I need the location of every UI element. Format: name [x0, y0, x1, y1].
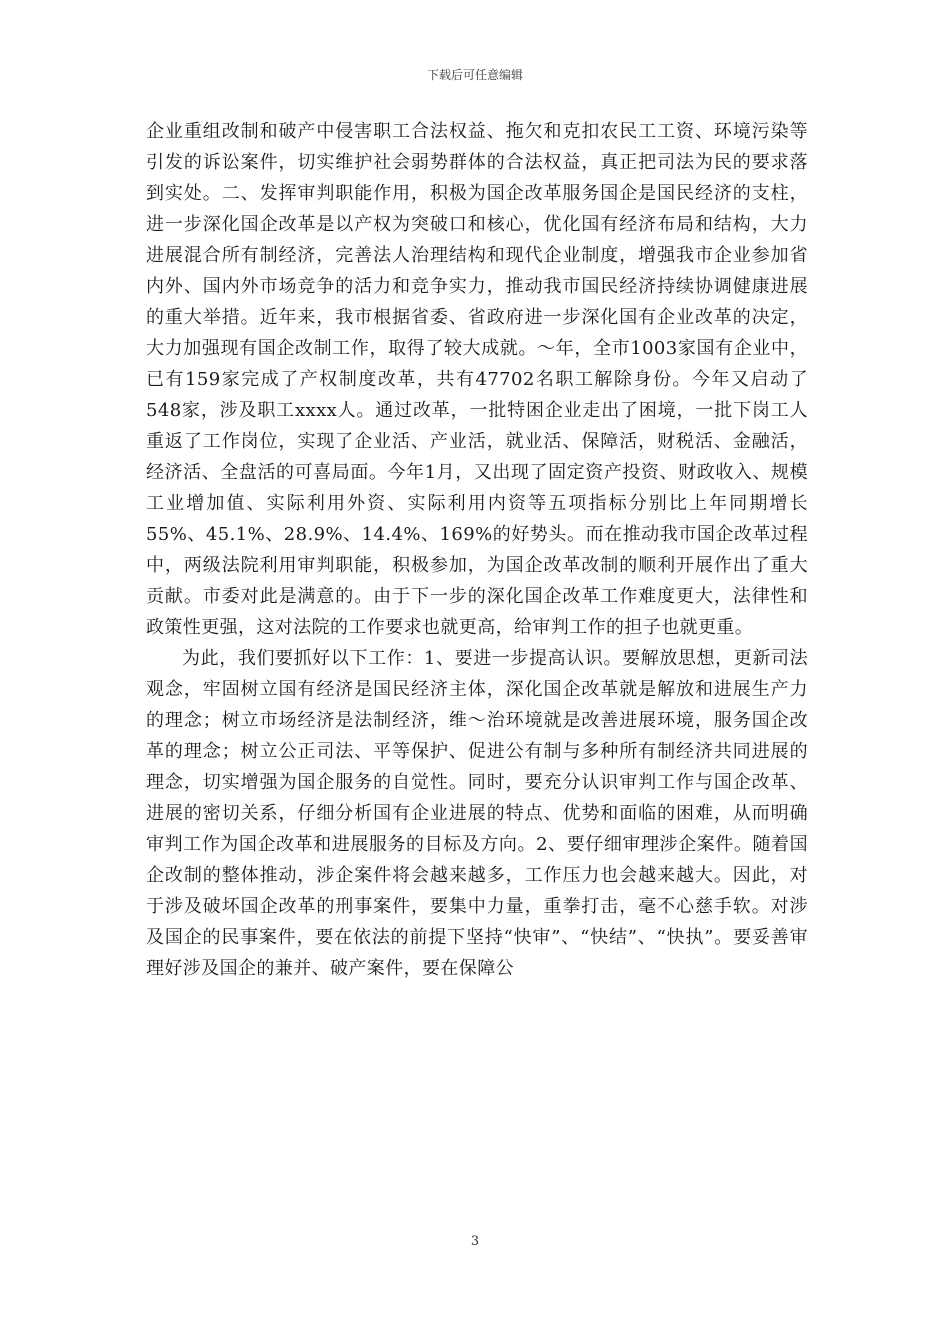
paragraph-1: 企业重组改制和破产中侵害职工合法权益、拖欠和克扣农民工工资、环境污染等引发的诉讼案件，切实维护社会弱势群体的合法权益，真正把司法为民的要求落到实处。二、发挥审判职能作用，积极为国企改革服务国企是国民经济的支柱，进一步深化国企改革是以产权为突破口和核心，优化国有经济布局和结构，大力进展混合所有制经济，完善法人治理结构和现代企业制度，增强我市企业参加省内外、国内外市场竞争的活力和竞争实力，推动我市国民经济持续协调健康进展的重大举措。近年来，我市根据省委、省政府进一步深化国有企业改革的决定，大力加强现有国企改制工作，取得了较大成就。～年，全市1003家国有企业中，已有159家完成了产权制度改革，共有47702名职工解除身份。今年又启动了548家，涉及职工xxxx人。通过改革，一批特困企业走出了困境，一批下岗工人重返了工作岗位，实现了企业活、产业活，就业活、保障活，财税活、金融活，经济活、全盘活的可喜局面。今年1月，又出现了固定资产投资、财政收入、规模工业增加值、实际利用外资、实际利用内资等五项指标分别比上年同期增长55%、45.1%、28.9%、14.4%、169%的好势头。而在推动我市国企改革过程中，两级法院利用审判职能，积极参加，为国企改革改制的顺利开展作出了重大贡献。市委对此是满意的。由于下一步的深化国企改革工作难度更大，法律性和政策性更强，这对法院的工作要求也就更高，给审判工作的担子也就更重。 — [146, 121, 808, 638]
paragraph-2: 为此，我们要抓好以下工作：1、要进一步提高认识。要解放思想，更新司法观念，牢固树立国有经济是国民经济主体，深化国企改革就是解放和进展生产力的理念；树立市场经济是法制经济，维～治环境就是改善进展环境，服务国企改革的理念；树立公正司法、平等保护、促进公有制与多种所有制经济共同进展的理念，切实增强为国企服务的自觉性。同时，要充分认识审判工作与国企改革、进展的密切关系，仔细分析国有企业进展的特点、优势和面临的困难，从而明确审判工作为国企改革和进展服务的目标及方向。2、要仔细审理涉企案件。随着国企改制的整体推动，涉企案件将会越来越多，工作压力也会越来越大。因此，对于涉及破坏国企改革的刑事案件，要集中力量，重拳打击，毫不心慈手软。对涉及国企的民事案件，要在依法的前提下坚持“快审”、“快结”、“快执”。要妥善审理好涉及国企的兼并、破产案件，要在保障公 — [146, 648, 808, 979]
document-body — [146, 116, 808, 984]
page-number: 3 — [470, 1234, 480, 1249]
page-header: 下载后可任意编辑 — [426, 68, 523, 82]
